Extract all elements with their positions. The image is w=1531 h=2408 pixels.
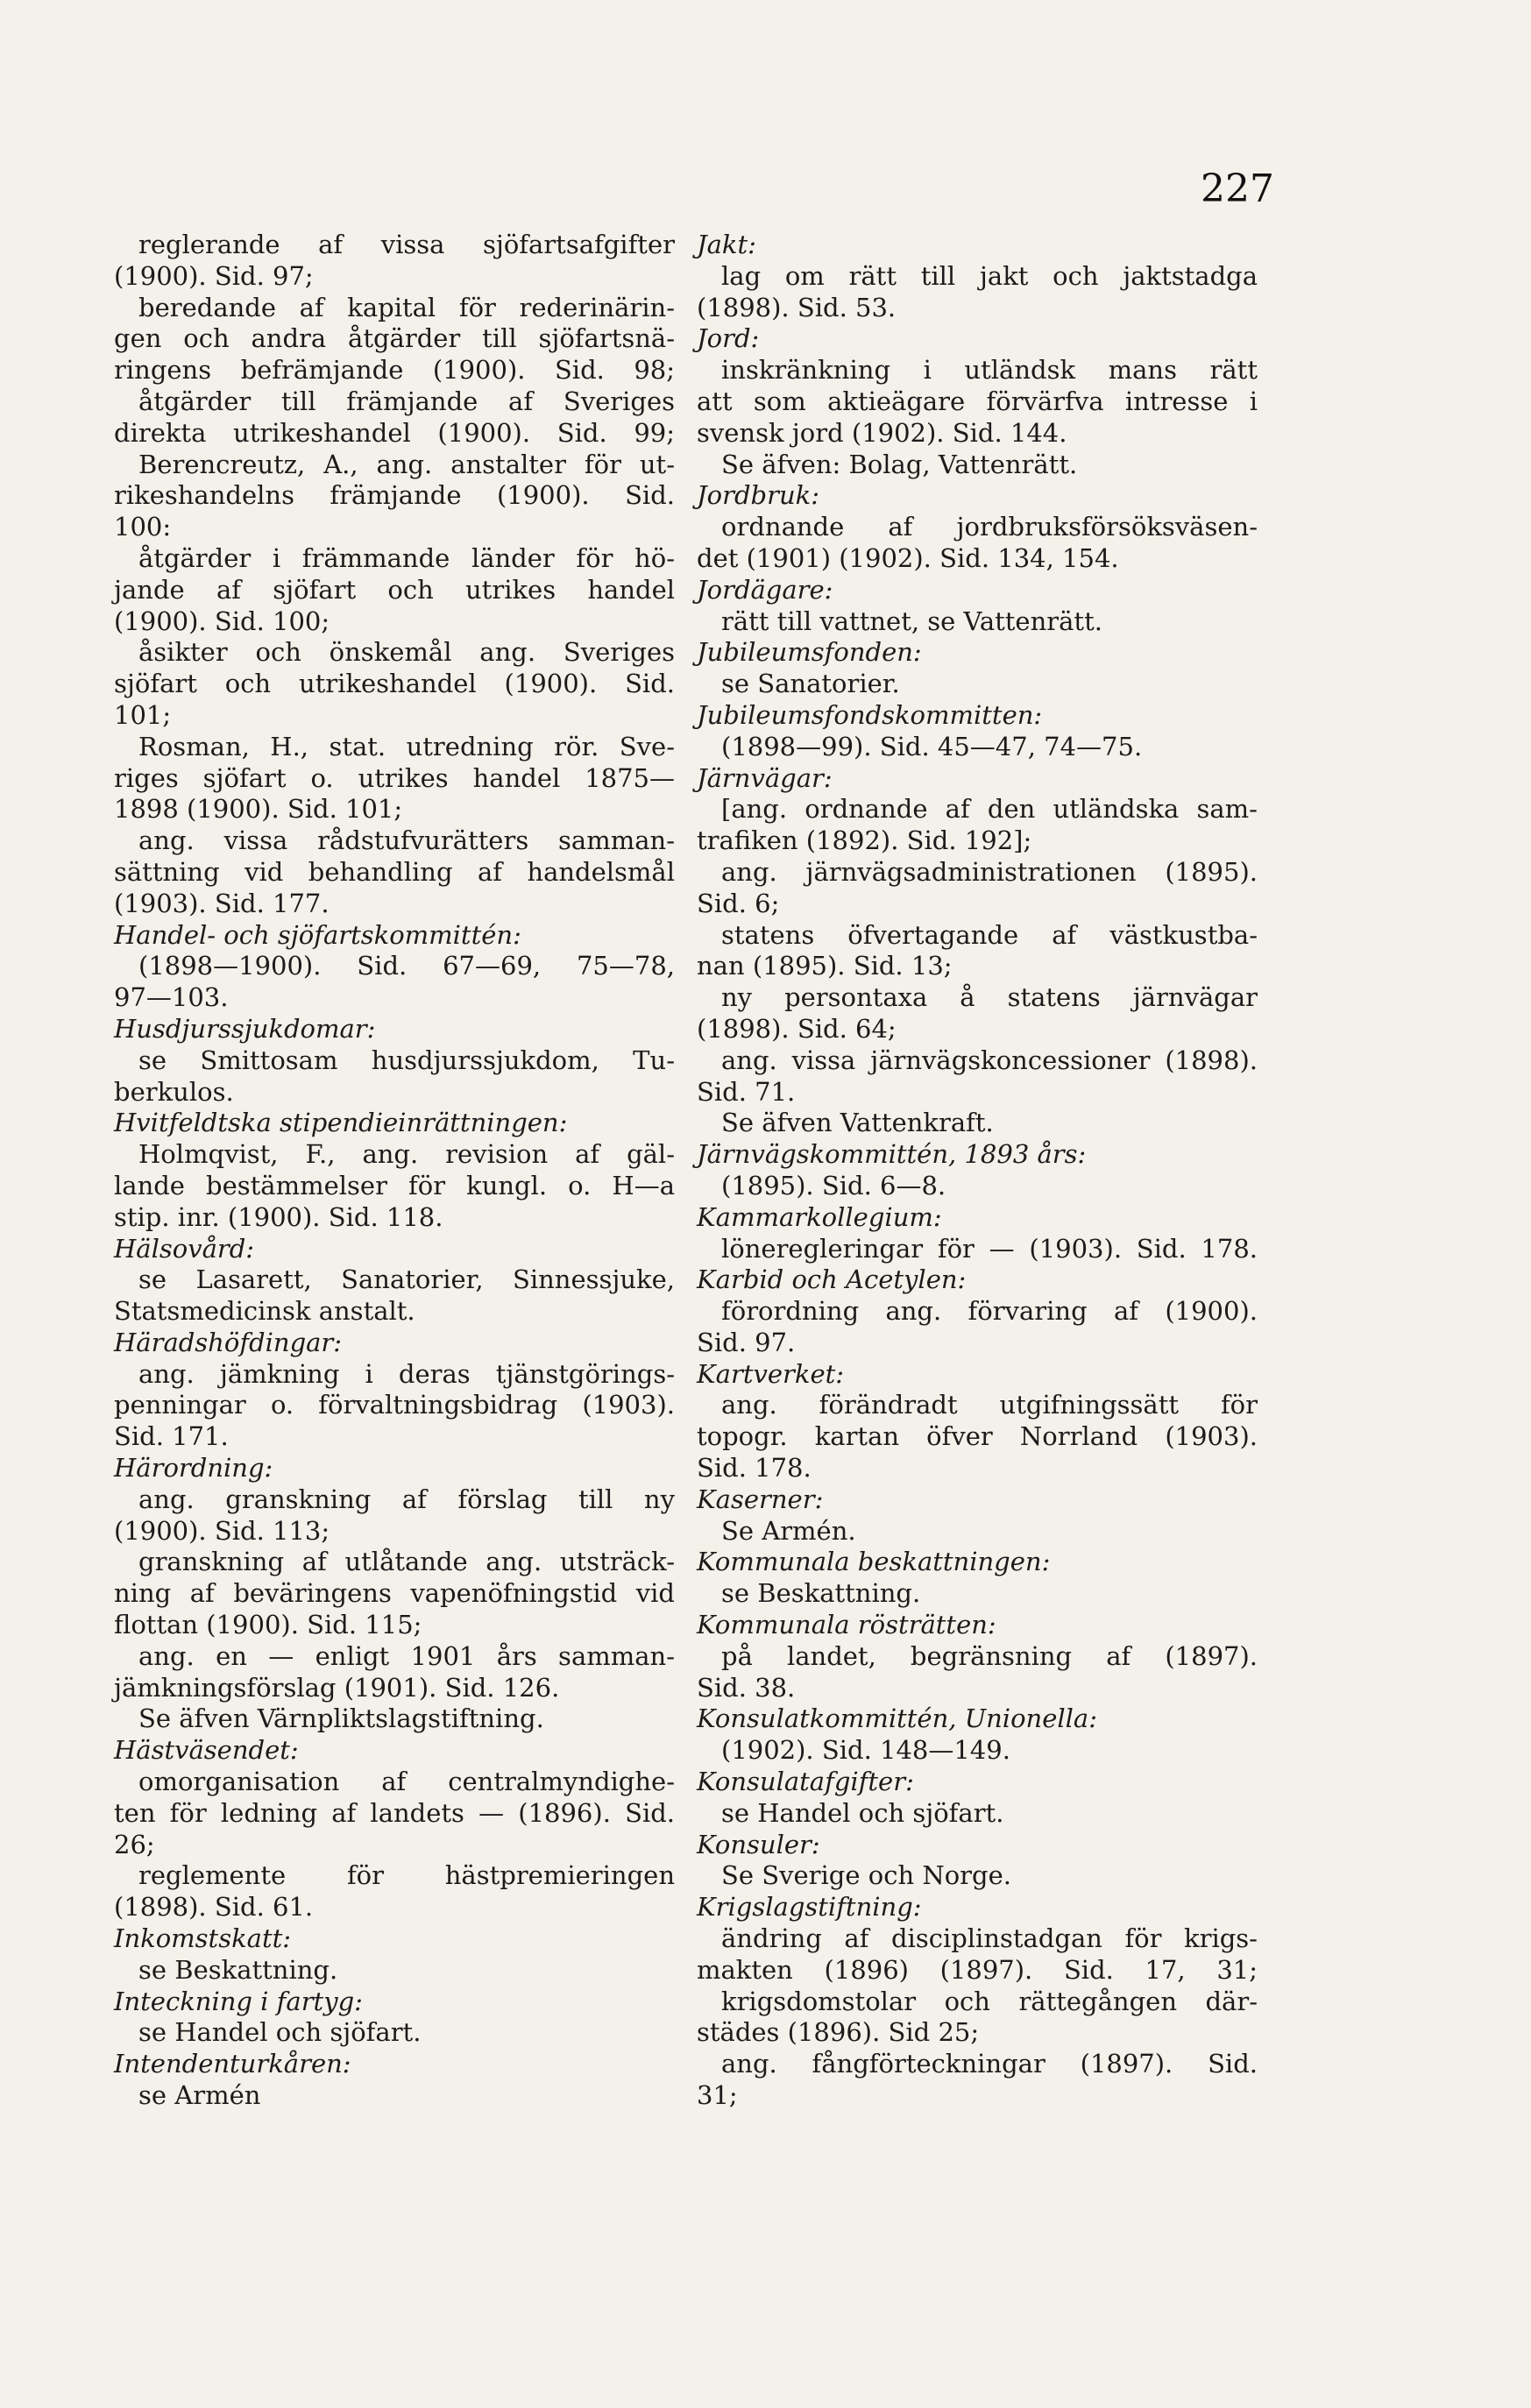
index-entry-line: (1902). Sid. 148—149. [721, 1735, 1010, 1766]
index-entry-line: svensk jord (1902). Sid. 144. [697, 417, 1067, 448]
index-entry-line: makten (1896) (1897). Sid. 17, 31; [697, 1954, 1258, 1985]
index-entry-line: trafiken (1892). Sid. 192]; [697, 825, 1032, 856]
index-entry-line: Se Armén. [721, 1515, 856, 1546]
index-entry-line: jämkningsförslag (1901). Sid. 126. [114, 1672, 560, 1703]
index-entry-line: se Smittosam husdjurssjukdom, Tu- [138, 1045, 675, 1075]
index-entry-line: omorganisation af centralmyndighe- [138, 1767, 675, 1797]
index-entry-line: se Handel och sjöfart. [138, 2017, 422, 2048]
index-entry-line: Sid. 38. [697, 1672, 796, 1703]
index-entry-line: se Beskattning. [721, 1578, 921, 1609]
index-entry-line: (1898). Sid. 64; [697, 1013, 897, 1044]
index-entry-line: Se äfven: Bolag, Vattenrätt. [721, 449, 1078, 479]
index-entry-line: Sid. 71. [697, 1076, 796, 1107]
index-entry-line: åtgärder till främjande af Sveriges [138, 386, 675, 416]
index-heading: Konsulatafgifter: [697, 1767, 914, 1797]
index-entry-line: beredande af kapital för rederinärin- [138, 292, 675, 322]
index-entry-line: (1900). Sid. 113; [114, 1515, 330, 1546]
index-entry-line: löneregleringar för — (1903). Sid. 178. [721, 1233, 1258, 1264]
index-entry-line: (1895). Sid. 6—8. [721, 1170, 946, 1200]
index-heading: Hästväsendet: [114, 1735, 299, 1766]
index-entry-line: 31; [697, 2080, 738, 2111]
index-entry-line: stip. inr. (1900). Sid. 118. [114, 1201, 443, 1232]
index-entry-line: (1900). Sid. 100; [114, 606, 330, 636]
page-number: 227 [1201, 166, 1274, 211]
index-heading: Konsulatkommittén, Unionella: [697, 1703, 1097, 1734]
index-entry-line: lande bestämmelser för kungl. o. H—a [114, 1170, 675, 1200]
index-heading: Kammarkollegium: [697, 1201, 942, 1232]
index-heading: Hälsovård: [114, 1233, 255, 1264]
index-heading: Hvitfeldtska stipendieinrättningen: [114, 1108, 568, 1138]
index-entry-line: berkulos. [114, 1076, 234, 1107]
index-entry-line: 101; [114, 699, 172, 730]
index-entry-line: rikeshandelns främjande (1900). Sid. [114, 480, 675, 511]
index-heading: Jubileumsfonden: [697, 637, 922, 668]
index-entry-line: Holmqvist, F., ang. revision af gäl- [138, 1139, 675, 1170]
index-entry-line: (1900). Sid. 97; [114, 260, 314, 291]
index-heading: Kartverket: [697, 1358, 845, 1389]
index-entry-line: Berencreutz, A., ang. anstalter för ut- [138, 449, 675, 479]
index-heading: Handel- och sjöfartskommittén: [114, 919, 521, 950]
index-heading: Krigslagstiftning: [697, 1892, 922, 1923]
index-entry-line: (1903). Sid. 177. [114, 888, 330, 918]
index-heading: Häradshöfdingar: [114, 1327, 343, 1357]
index-entry-line: på landet, begränsning af (1897). [721, 1640, 1258, 1671]
index-entry-line: städes (1896). Sid 25; [697, 2017, 980, 2048]
index-heading: Kaserner: [697, 1484, 824, 1514]
index-entry-line: ny persontaxa å statens järnvägar [721, 982, 1258, 1013]
index-entry-line: ordnande af jordbruksförsöksväsen- [721, 512, 1258, 542]
index-entry-line: förordning ang. förvaring af (1900). [721, 1296, 1258, 1327]
index-entry-line: Se äfven Vattenkraft. [721, 1108, 994, 1138]
index-entry-line: sättning vid behandling af handelsmål [114, 856, 675, 887]
index-column-left [114, 230, 675, 2112]
index-entry-line: Sid. 97. [697, 1327, 796, 1357]
index-column-right [697, 230, 1258, 2112]
index-entry-line: ang. fångförteckningar (1897). Sid. [721, 2049, 1258, 2079]
index-entry-line: se Sanatorier. [721, 669, 900, 699]
index-entry-line: se Armén [138, 2080, 261, 2111]
index-entry-line: 26; [114, 1829, 155, 1859]
index-entry-line: topogr. kartan öfver Norrland (1903). [697, 1421, 1258, 1452]
index-entry-line: se Lasarett, Sanatorier, Sinnessjuke, [138, 1264, 675, 1295]
index-entry-line: nan (1895). Sid. 13; [697, 951, 953, 981]
index-heading: Järnvägskommittén, 1893 års: [697, 1139, 1087, 1170]
index-heading: Jordbruk: [697, 480, 819, 511]
index-entry-line: åtgärder i främmande länder för hö- [138, 542, 675, 573]
index-entry-line: (1898). Sid. 53. [697, 292, 897, 322]
index-entry-line: reglerande af vissa sjöfartsafgifter [138, 230, 675, 259]
index-entry-line: ang. vissa järnvägskoncessioner (1898). [721, 1045, 1258, 1075]
index-heading: Jordägare: [697, 574, 833, 605]
index-entry-line: sjöfart och utrikeshandel (1900). Sid. [114, 669, 675, 699]
index-heading: Kommunala beskattningen: [697, 1547, 1051, 1577]
index-entry-line: krigsdomstolar och rättegången där- [721, 1986, 1258, 2016]
index-entry-line: åsikter och önskemål ang. Sveriges [138, 637, 675, 668]
index-entry-line: penningar o. förvaltningsbidrag (1903). [114, 1390, 675, 1420]
index-entry-line: Statsmedicinsk anstalt. [114, 1296, 415, 1327]
index-entry-line: riges sjöfart o. utrikes handel 1875— [114, 762, 675, 793]
index-heading: Intendenturkåren: [114, 2049, 351, 2079]
index-heading: Järnvägar: [697, 762, 833, 793]
index-entry-line: direkta utrikeshandel (1900). Sid. 99; [114, 417, 675, 448]
index-entry-line: Sid. 171. [114, 1421, 229, 1452]
index-entry-line: se Beskattning. [138, 1954, 338, 1985]
index-heading: Inkomstskatt: [114, 1923, 292, 1954]
index-entry-line: ringens befrämjande (1900). Sid. 98; [114, 355, 675, 386]
index-entry-line: Se Sverige och Norge. [721, 1860, 1011, 1891]
index-heading: Husdjurssjukdomar: [114, 1013, 376, 1044]
index-entry-line: ang. järnvägsadministrationen (1895). [721, 856, 1258, 887]
index-entry-line: (1898—1900). Sid. 67—69, 75—78, [138, 951, 675, 981]
index-entry-line: Sid. 178. [697, 1453, 812, 1484]
index-entry-line: inskränkning i utländsk mans rätt [721, 355, 1258, 386]
index-entry-line: jande af sjöfart och utrikes handel [114, 574, 675, 605]
index-entry-line: ang. förändradt utgifningssätt för [721, 1390, 1258, 1420]
index-entry-line: (1898). Sid. 61. [114, 1892, 314, 1923]
index-entry-line: granskning af utlåtande ang. utsträck- [138, 1547, 675, 1577]
index-entry-line: ang. en — enligt 1901 års samman- [138, 1640, 675, 1671]
index-entry-line: [ang. ordnande af den utländska sam- [721, 794, 1258, 825]
index-heading: Konsuler: [697, 1829, 820, 1859]
index-entry-line: se Handel och sjöfart. [721, 1797, 1004, 1828]
index-entry-line: rätt till vattnet, se Vattenrätt. [721, 606, 1102, 636]
index-entry-line: ang. granskning af förslag till ny [138, 1484, 675, 1514]
index-entry-line: ning af beväringens vapenöfningstid vid [114, 1578, 675, 1609]
index-entry-line: Rosman, H., stat. utredning rör. Sve- [138, 731, 675, 761]
index-entry-line: gen och andra åtgärder till sjöfartsnä- [114, 323, 675, 354]
index-entry-line: reglemente för hästpremieringen [138, 1860, 675, 1891]
index-entry-line: ändring af disciplinstadgan för krigs- [721, 1923, 1258, 1954]
index-heading: Karbid och Acetylen: [697, 1264, 967, 1295]
index-entry-line: det (1901) (1902). Sid. 134, 154. [697, 542, 1119, 573]
index-entry-line: att som aktieägare förvärfva intresse i [697, 386, 1258, 416]
index-entry-line: flottan (1900). Sid. 115; [114, 1610, 422, 1640]
index-heading: Kommunala rösträtten: [697, 1610, 996, 1640]
index-heading: Jubileumsfondskommitten: [697, 699, 1043, 730]
index-entry-line: statens öfvertagande af västkustba- [721, 919, 1258, 950]
index-heading: Jakt: [697, 230, 756, 259]
index-heading: Härordning: [114, 1453, 273, 1484]
index-entry-line: Se äfven Värnpliktslagstiftning. [138, 1703, 544, 1734]
index-entry-line: (1898—99). Sid. 45—47, 74—75. [721, 731, 1143, 761]
index-entry-line: 97—103. [114, 982, 229, 1013]
index-entry-line: ten för ledning af landets — (1896). Sid. [114, 1797, 675, 1828]
index-heading: Jord: [697, 323, 760, 354]
index-entry-line: 1898 (1900). Sid. 101; [114, 794, 403, 825]
index-heading: Inteckning i fartyg: [114, 1986, 363, 2016]
index-entry-line: 100: [114, 512, 172, 542]
index-entry-line: ang. jämkning i deras tjänstgörings- [138, 1358, 675, 1389]
index-entry-line: Sid. 6; [697, 888, 780, 918]
index-entry-line: ang. vissa rådstufvurätters samman- [138, 825, 675, 856]
index-entry-line: lag om rätt till jakt och jaktstadga [721, 260, 1258, 291]
